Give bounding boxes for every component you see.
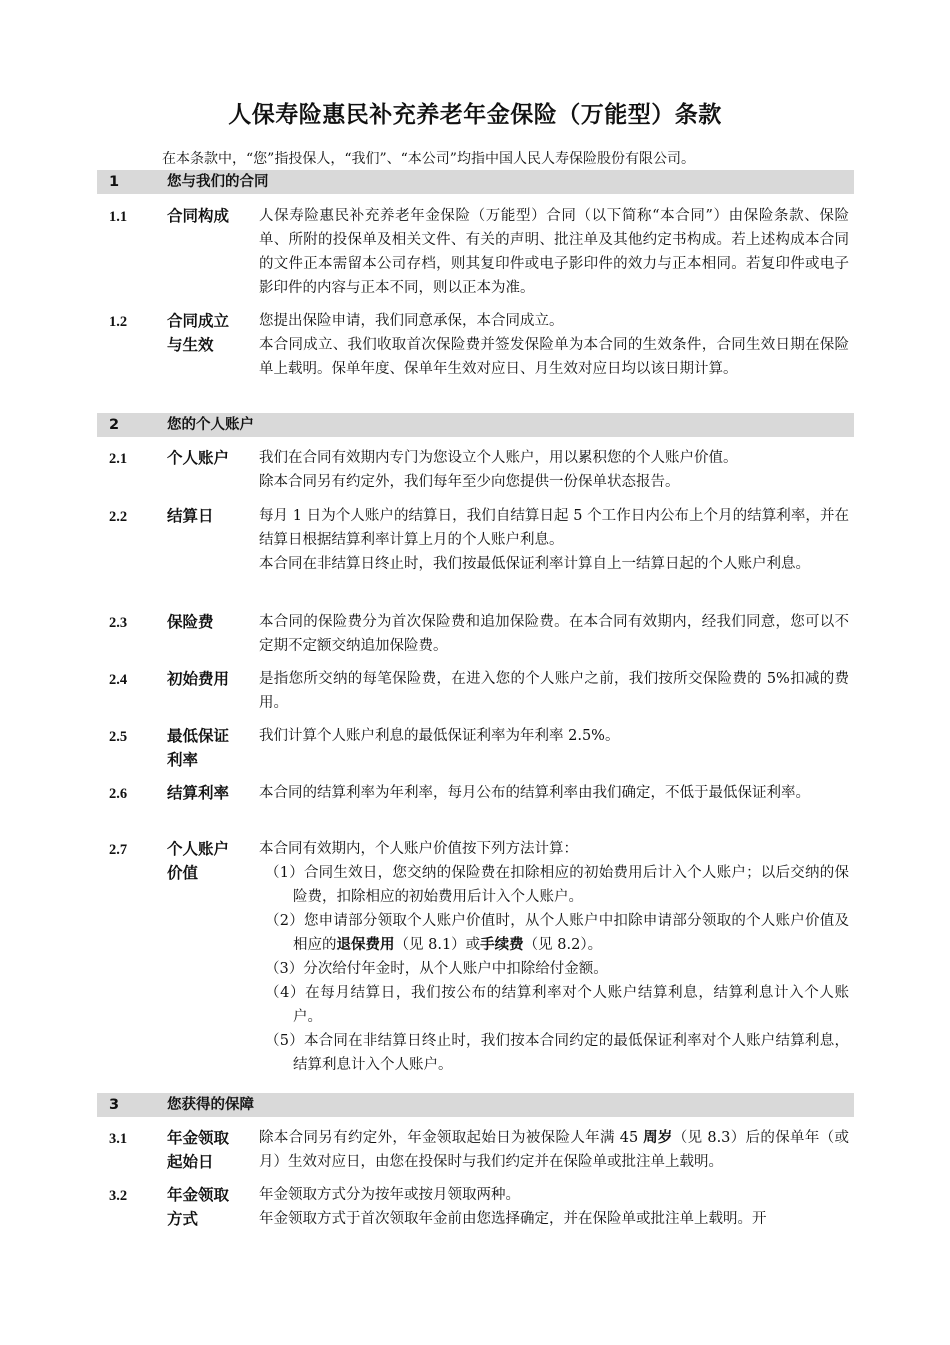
clause-title: 结算日 xyxy=(167,507,214,525)
defined-term-link: 周岁 xyxy=(643,1130,673,1146)
list-item xyxy=(259,909,849,957)
section-number: 1 xyxy=(109,174,120,190)
clause-paragraph: 年金领取方式于首次领取年金前由您选择确定，并在保险单或批注单上载明。开 xyxy=(259,1211,767,1227)
clause-title: 个人账户 xyxy=(167,449,230,467)
section-title: 您的个人账户 xyxy=(167,417,254,433)
clause-paragraph: 您提出保险申请，我们同意承保，本合同成立。 xyxy=(259,313,564,329)
clause-body xyxy=(259,667,849,715)
definitions-intro: 在本条款中，“您”指投保人，“我们”、“本公司”均指中国人民人寿保险股份有限公司。 xyxy=(162,151,695,167)
clause-paragraph: 本合同的保险费分为首次保险费和追加保险费。在本合同有效期内，经我们同意，您可以不定期不定额交纳追加保险费。 xyxy=(259,614,849,654)
clause-paragraph: 是指您所交纳的每笔保险费，在进入您的个人账户之前，我们按所交保险费的 5%扣减的费用。 xyxy=(259,671,849,711)
list-item: （1）合同生效日，您交纳的保险费在扣除相应的初始费用后计入个人账户；以后交纳的保险费，扣除相应的初始费用后计入个人账户。 xyxy=(265,865,849,905)
list-item-text: （见 8.2）。 xyxy=(523,937,603,953)
clause-paragraph: 我们计算个人账户利息的最低保证利率为年利率 2.5%。 xyxy=(259,728,620,744)
section-header-2 xyxy=(97,413,854,437)
clause-number: 2.7 xyxy=(109,842,128,858)
section-number: 3 xyxy=(109,1097,120,1113)
section-number: 2 xyxy=(109,417,120,433)
clause-paragraph: 除本合同另有约定外，我们每年至少向您提供一份保单状态报告。 xyxy=(259,474,680,490)
clause-paragraph: 我们在合同有效期内专门为您设立个人账户，用以累积您的个人账户价值。 xyxy=(259,450,738,466)
clause-text: 除本合同另有约定外，年金领取起始日为被保险人年满 45 xyxy=(259,1130,644,1146)
clause-text: （见 8.3）后的保单年（或月）生效对应日，由您在投保时与我们约定并在保险单或批注单上载明。 xyxy=(259,1130,850,1170)
defined-term-link: 退保费用 xyxy=(336,937,395,953)
clause-body xyxy=(259,837,849,1077)
clause-title: 最低保证利率 xyxy=(167,727,230,769)
clause-number: 2.5 xyxy=(109,729,128,745)
clause-body xyxy=(259,781,849,805)
list-item-text: （2）您申请部分领取个人账户价值时，从个人账户中扣除申请部分领取的个人账户价值及相应的 xyxy=(265,913,849,953)
clause-number: 2.4 xyxy=(109,672,128,688)
clause-paragraph xyxy=(259,1126,849,1174)
clause-title: 年金领取方式 xyxy=(167,1186,230,1228)
clause-body xyxy=(259,1126,849,1174)
clause-title: 保险费 xyxy=(167,613,214,631)
clause-number: 1.1 xyxy=(109,209,128,225)
document-title: 人保寿险惠民补充养老年金保险（万能型）条款 xyxy=(228,102,722,128)
clause-body xyxy=(259,610,849,658)
clause-number: 3.2 xyxy=(109,1188,128,1204)
clause-title: 初始费用 xyxy=(167,670,230,688)
list-item: （4）在每月结算日，我们按公布的结算利率对个人账户结算利息，结算利息计入个人账户。 xyxy=(265,985,849,1025)
list-item: （5）本合同在非结算日终止时，我们按本合同约定的最低保证利率对个人账户结算利息，结算利息计入个人账户。 xyxy=(265,1033,849,1073)
clause-body xyxy=(259,204,849,300)
clause-number: 2.1 xyxy=(109,451,128,467)
clause-body xyxy=(259,724,849,748)
clause-body xyxy=(259,504,849,576)
defined-term-link: 手续费 xyxy=(480,937,524,953)
section-title: 您获得的保障 xyxy=(167,1097,254,1113)
section-header-1 xyxy=(97,170,854,194)
clause-paragraph: 本合同成立、我们收取首次保险费并签发保险单为本合同的生效条件，合同生效日期在保险单上载明。保单年度、保单年生效对应日、月生效对应日均以该日期计算。 xyxy=(259,337,849,377)
clause-body xyxy=(259,1183,849,1231)
clause-number: 2.3 xyxy=(109,615,128,631)
clause-paragraph: 本合同有效期内，个人账户价值按下列方法计算： xyxy=(259,841,578,857)
clause-title: 年金领取起始日 xyxy=(167,1129,230,1171)
clause-body xyxy=(259,309,849,381)
clause-paragraph: 每月 1 日为个人账户的结算日，我们自结算日起 5 个工作日内公布上个月的结算利率，并在结算日根据结算利率计算上月的个人账户利息。 xyxy=(259,508,849,548)
clause-paragraph: 本合同的结算利率为年利率，每月公布的结算利率由我们确定，不低于最低保证利率。 xyxy=(259,785,810,801)
clause-title: 个人账户价值 xyxy=(167,840,230,882)
clause-paragraph: 本合同在非结算日终止时，我们按最低保证利率计算自上一结算日起的个人账户利息。 xyxy=(259,556,810,572)
clause-title: 结算利率 xyxy=(167,784,230,802)
clause-paragraph: 人保寿险惠民补充养老年金保险（万能型）合同（以下简称“本合同”）由保险条款、保险单、所附的投保单及相关文件、有关的声明、批注单及其他约定书构成。若上述构成本合同的文件正本需留本公司存档，则其复印件或电子影印件的效力与正本相同。若复印件或电子影印件的内容与正本不同，则以正本为准。 xyxy=(259,208,849,296)
list-item: （3）分次给付年金时，从个人账户中扣除给付金额。 xyxy=(265,961,608,977)
section-title: 您与我们的合同 xyxy=(167,174,269,190)
list-item-text: （见 8.1）或 xyxy=(394,937,481,953)
clause-paragraph: 年金领取方式分为按年或按月领取两种。 xyxy=(259,1187,520,1203)
clause-title: 合同成立与生效 xyxy=(167,312,230,354)
clause-number: 3.1 xyxy=(109,1131,128,1147)
clause-number: 1.2 xyxy=(109,314,128,330)
section-header-3 xyxy=(97,1093,854,1117)
clause-body xyxy=(259,446,849,494)
clause-number: 2.2 xyxy=(109,509,128,525)
clause-number: 2.6 xyxy=(109,786,128,802)
clause-title: 合同构成 xyxy=(167,207,230,225)
